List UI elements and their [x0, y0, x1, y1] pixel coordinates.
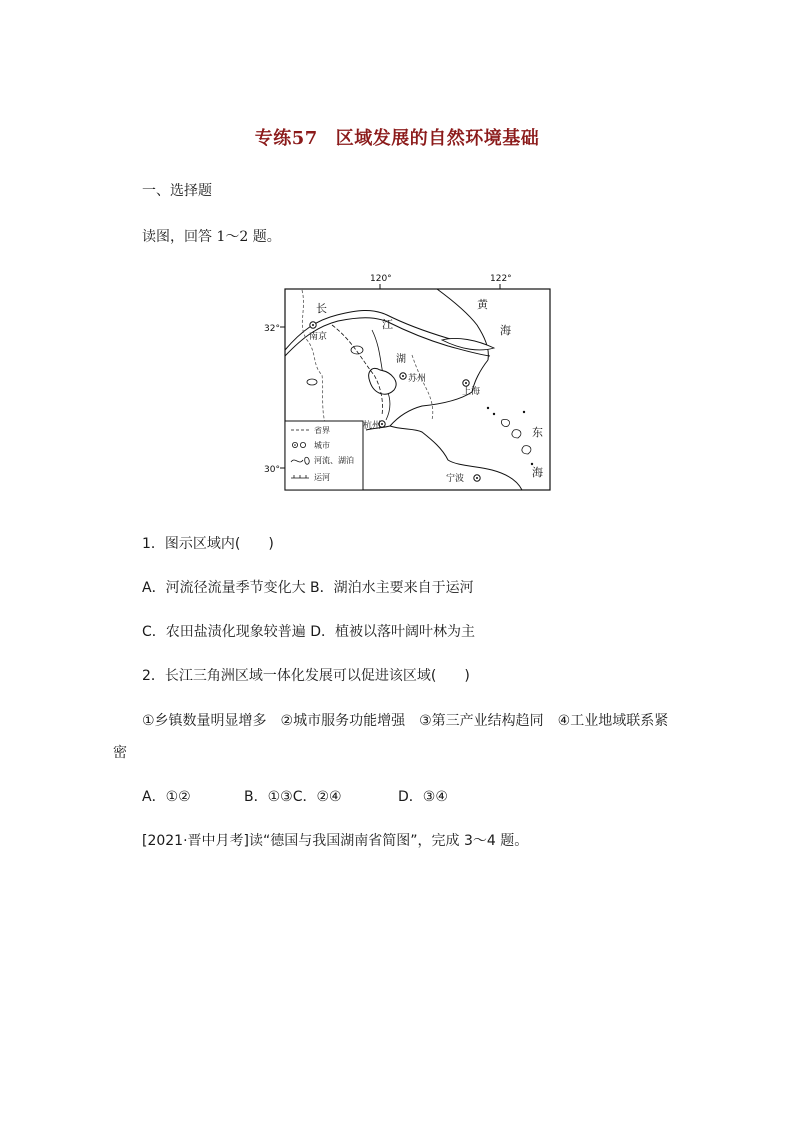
- label-hai-1: 海: [500, 324, 511, 337]
- title-label: 专练57: [254, 128, 318, 149]
- label-taihu: 湖: [396, 354, 406, 365]
- intro-text: 读图，回答 1～2 题。: [142, 229, 281, 245]
- label-nanjing: 南京: [309, 332, 328, 342]
- label-dong: 东: [532, 426, 543, 439]
- islet-3: [523, 411, 525, 413]
- label-hai-2: 海: [532, 466, 543, 479]
- next-question-intro: [2021·晋中月考]读“德国与我国湖南省简图”，完成 3～4 题。: [142, 833, 529, 849]
- question-1-options-cd: C．农田盐渍化现象较普遍 D．植被以落叶阔叶林为主: [142, 624, 476, 640]
- question-2-option-a: A．①②: [142, 789, 191, 805]
- label-ningbo: 宁波: [446, 474, 465, 484]
- lat-label-30: 30°: [264, 465, 280, 475]
- legend-river-lake: 河流、湖泊: [314, 456, 354, 465]
- small-lake-1: [351, 346, 363, 354]
- question-2-statements: ①乡镇数量明显增多 ②城市服务功能增强 ③第三产业结构趋同 ④工业地域联系紧: [142, 713, 669, 729]
- legend-canal-symbol: [291, 475, 309, 478]
- label-shanghai: 上海: [462, 387, 481, 397]
- legend-city: 城市: [314, 441, 330, 450]
- label-suzhou: 苏州: [408, 374, 427, 384]
- legend-province: 省界: [314, 426, 330, 435]
- islet-1: [487, 407, 489, 409]
- island-1: [501, 419, 509, 426]
- label-hangzhou: 杭州: [363, 421, 382, 431]
- island-2: [512, 430, 521, 438]
- question-2-statements-wrap: 密: [113, 745, 127, 761]
- legend-city-symbol-2: [300, 442, 305, 447]
- lat-label-32: 32°: [264, 324, 280, 334]
- legend-canal: 运河: [314, 473, 330, 482]
- yangtze-delta-map: [262, 270, 552, 496]
- lon-label-120: 120°: [370, 274, 392, 284]
- page-title: [0, 124, 794, 150]
- question-2-stem: 2．长江三角洲区域一体化发展可以促进该区域( ): [142, 668, 470, 684]
- label-jiang: 江: [382, 318, 393, 331]
- label-chang: 长: [316, 302, 327, 315]
- island-3: [522, 446, 531, 454]
- small-lake-2: [307, 379, 317, 385]
- section-heading: 一、选择题: [142, 183, 212, 199]
- label-huang: 黄: [477, 298, 488, 311]
- islet-2: [493, 413, 495, 415]
- question-2-option-d: D．③④: [398, 789, 448, 805]
- question-1-stem: 1．图示区域内( ): [142, 536, 274, 552]
- islet-4: [531, 463, 533, 465]
- title-text: 区域发展的自然环境基础: [335, 128, 540, 149]
- lon-label-122: 122°: [490, 274, 512, 284]
- question-1-options-ab: A．河流径流量季节变化大 B．湖泊水主要来自于运河: [142, 580, 474, 596]
- question-2-option-bc: B．①③C．②④: [244, 789, 342, 805]
